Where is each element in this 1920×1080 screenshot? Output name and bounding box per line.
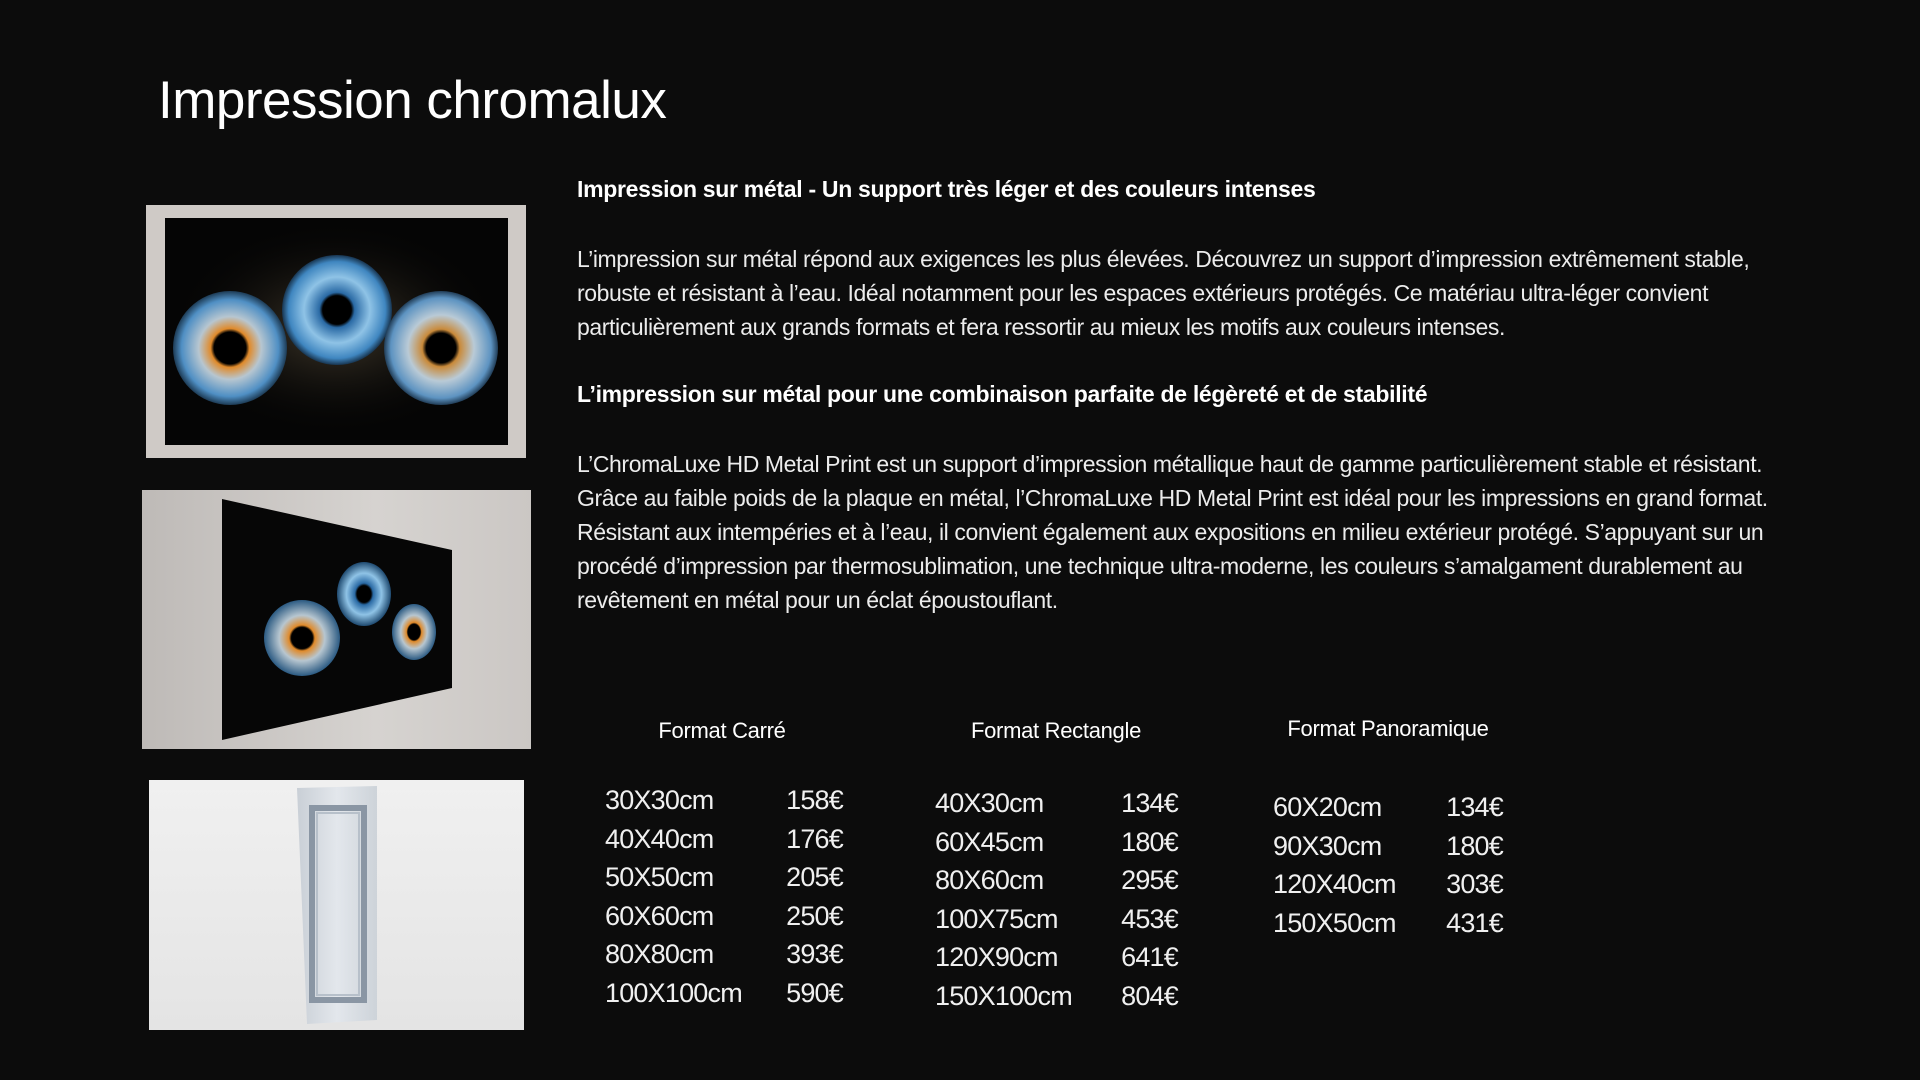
price-row — [935, 784, 1178, 823]
price-label: 804€ — [1121, 980, 1178, 1011]
size-label: 150X100cm — [935, 980, 1072, 1011]
page-title: Impression chromalux — [158, 71, 667, 130]
price-row — [605, 974, 843, 1013]
price-label: 180€ — [1121, 826, 1178, 857]
intro-paragraph: L’impression sur métal répond aux exigences les plus élevées. Découvrez un support d’impression extrêmement stable, robuste et résistant à l’eau. Idéal notamment pour les espaces extérieurs protégés. Ce matériau ultra-léger convient particulièrement aux grands formats et fera ressortir au mieux les motifs aux couleurs intenses. — [577, 246, 1750, 340]
price-row — [1273, 788, 1503, 827]
price-label: 134€ — [1121, 788, 1178, 818]
price-label: 393€ — [786, 939, 843, 969]
iris-artwork-frontal — [165, 218, 508, 445]
size-label: 30X30cm — [605, 785, 714, 815]
size-label: 80X80cm — [605, 939, 714, 969]
price-row — [605, 935, 843, 974]
size-label: 60X45cm — [935, 826, 1044, 857]
price-label: 250€ — [786, 900, 843, 931]
angled-metal-panel — [142, 490, 531, 749]
price-row — [1273, 827, 1503, 866]
price-list-carre — [605, 781, 843, 1012]
price-row — [935, 823, 1178, 862]
size-label: 100X75cm — [935, 903, 1058, 934]
size-label: 60X20cm — [1273, 792, 1382, 822]
price-row — [1273, 865, 1503, 904]
price-label: 590€ — [786, 977, 843, 1008]
price-list-panoramique — [1273, 788, 1503, 942]
format-carre-title: Format Carré — [658, 718, 786, 743]
price-label: 453€ — [1121, 903, 1178, 934]
size-label: 40X30cm — [935, 788, 1044, 818]
section-heading-lightness-stability: L’impression sur métal pour une combinaison parfaite de légèreté et de stabilité — [577, 381, 1428, 407]
price-label: 303€ — [1446, 869, 1503, 899]
price-row — [935, 938, 1178, 977]
size-label: 60X60cm — [605, 900, 714, 931]
section-heading-metal-print: Impression sur métal - Un support très léger et des couleurs intenses — [577, 176, 1316, 202]
price-label: 176€ — [786, 823, 843, 854]
price-row — [605, 858, 843, 897]
size-label: 100X100cm — [605, 977, 742, 1008]
size-label: 40X40cm — [605, 823, 714, 854]
format-panoramique-title: Format Panoramique — [1287, 716, 1489, 741]
price-label: 180€ — [1446, 830, 1503, 861]
price-row — [935, 977, 1178, 1016]
price-row — [935, 861, 1178, 900]
size-label: 120X40cm — [1273, 869, 1396, 899]
aluminium-mount-frame — [149, 780, 524, 1030]
size-label: 80X60cm — [935, 865, 1044, 895]
price-label: 641€ — [1121, 942, 1178, 972]
format-rectangle-title: Format Rectangle — [970, 718, 1142, 743]
chromaluxe-paragraph: L’ChromaLuxe HD Metal Print est un support d’impression métallique haut de gamme particulièrement stable et résistant. Grâce au faible poids de la plaque en métal, l’ChromaLuxe HD Metal Print est idéal pour les impressions en grand format. Résistant aux intempéries et à l’eau, il convient également aux expositions en milieu extérieur protégé. S’appuyant sur un procédé d’impression par thermosublimation, une technique ultra-moderne, les couleurs s’amalgament durablement au revêtement en métal pour un éclat époustouflant. — [577, 451, 1768, 613]
product-photo-angled — [142, 490, 531, 749]
price-label: 205€ — [786, 862, 843, 892]
price-row — [935, 900, 1178, 939]
size-label: 50X50cm — [605, 862, 714, 892]
price-row — [605, 897, 843, 936]
price-label: 431€ — [1446, 907, 1503, 938]
product-photo-back-mount — [149, 780, 524, 1030]
size-label: 90X30cm — [1273, 830, 1382, 861]
product-photo-frontal — [146, 205, 526, 458]
price-label: 158€ — [786, 785, 843, 815]
size-label: 150X50cm — [1273, 907, 1396, 938]
size-label: 120X90cm — [935, 942, 1058, 972]
price-row — [605, 781, 843, 820]
price-label: 295€ — [1121, 865, 1178, 895]
price-list-rectangle — [935, 784, 1178, 1015]
price-label: 134€ — [1446, 792, 1503, 822]
price-row — [605, 820, 843, 859]
price-row — [1273, 904, 1503, 943]
